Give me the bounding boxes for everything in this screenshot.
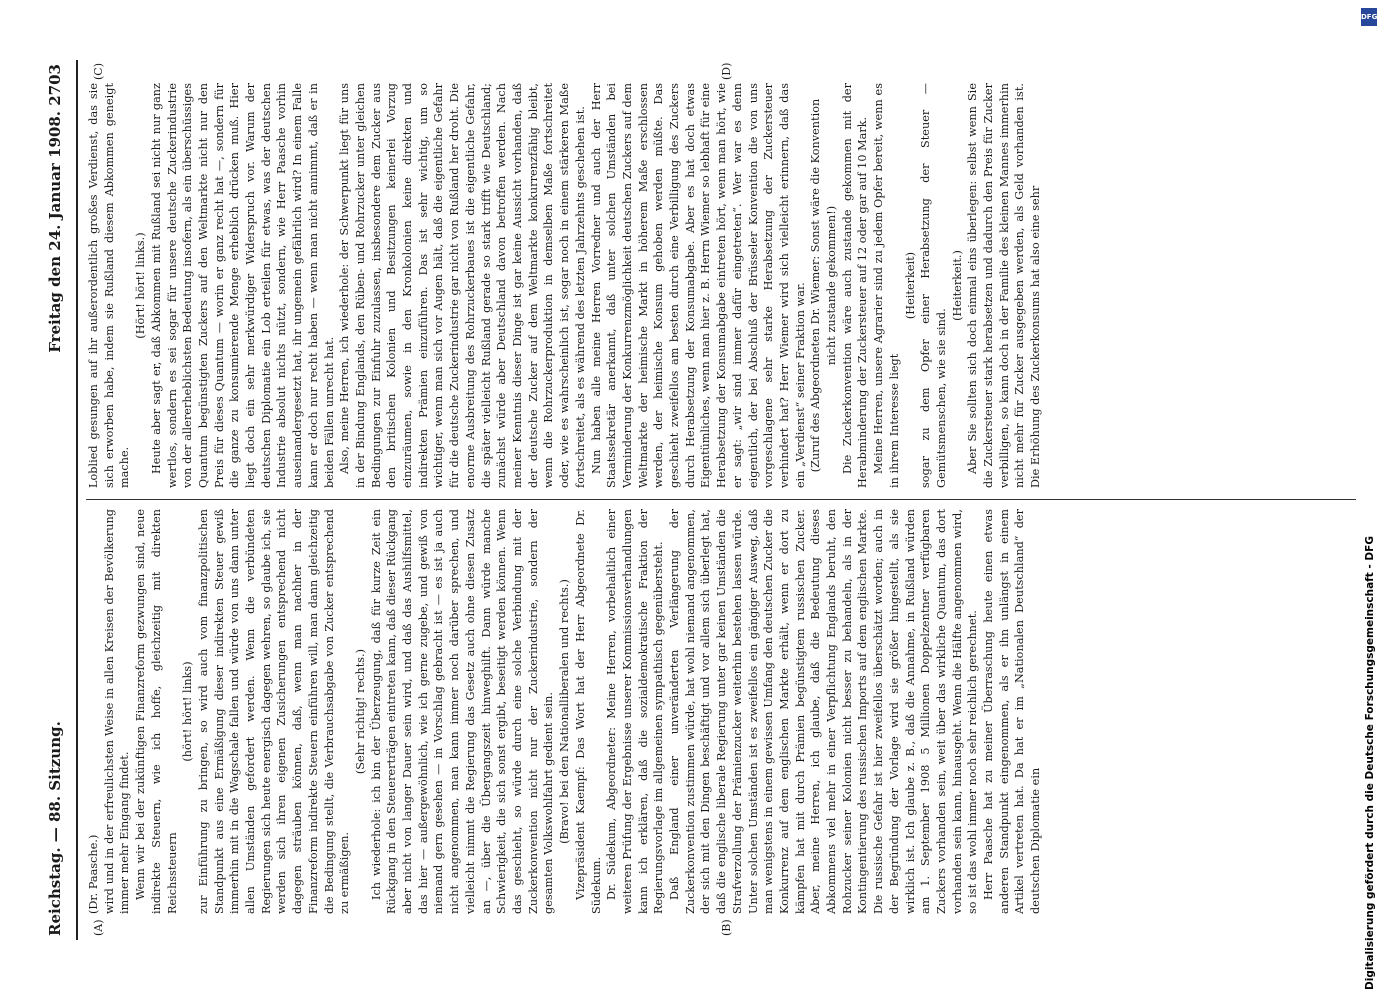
margin-letter-c: (C): [92, 63, 105, 80]
text-column-right: [86, 83, 1346, 488]
paragraph: Herr Paasche hat zu meiner Überraschung heute einen etwas anderen Standpunkt eingenommen, als er ihn unlängst in einem Artikel vertreten hat. Da hat er im „Nationalen Deutschland“ der deutschen Diplomatie ein: [982, 509, 1043, 914]
text-column-left: [86, 509, 1346, 914]
column-divider: [86, 499, 1356, 500]
paragraph: Daß England einer unveränderten Verlängerung der Zuckerkonvention zustimmen würde, hat wohl niemand angenommen, der sich mit den Dingen beschäftigt und vor allem sich überlegt hat, daß die englische liberale Regierung unter gar keinen Umständen die Strafverzollung der Prämienzucker weiterhin bestehen lassen würde. Unter solchen Umständen ist es zweifellos ein gängiger Ausweg, daß man wenigstens in einem gewissen Umfang den deutschen Zucker die Konkurrenz auf dem englischen Markte erhält, wenn er dort zu kämpfen hat mit durch Prämien begünstigtem russischen Zucker. Aber, meine Herren, ich glaube, daß die Bedeutung dieses Abkommens viel mehr in einer Verpflichtung Englands beruht, den Rohzucker seiner Kolonien nicht besser zu behandeln, als in der Kontingentierung des russischen Imports auf dem englischen Markte. Die russische Gefahr ist hier zweifellos überschätzt worden; auch in der Begründung der Vorlage wird sie größer hingestellt, als sie wirklich ist. Ich glaube z. B., daß die Annahme, in Rußland würden am 1. September 1908 5 Millionen Doppelzentner verfügbaren Zuckers vorhanden sein, weit über das wirkliche Quantum, das dort vorhanden sein kann, hinausgeht. Wenn die Hälfte angenommen wird, so ist das wohl immer noch sehr reichlich gerechnet.: [668, 509, 980, 914]
header-rule: [76, 60, 78, 940]
interjection: (Zuruf des Abgeordneten Dr. Wiemer: Sonst wäre die Konvention nicht zustande gekommen!): [809, 98, 839, 473]
paragraph: sogar zu dem Opfer einer Herabsetzung der Steuer — Gemütsmenschen, wie sie sind.: [919, 83, 948, 488]
margin-letter-a: (A): [92, 919, 105, 936]
speech-opening: Dr. Südekum, Abgeordneter: Meine Herren, vorbehaltlich einer weiteren Prüfung der Ergebnisse unserer Kommissionsverhandlungen kann ich erklären, daß die sozialdemokratische Fraktion der Regierungsvorlage im allgemeinen sympathisch gegenübersteht.: [605, 509, 666, 914]
paragraph: Loblied gesungen auf ihr außerordentlich großes Verdienst, das sie sich erworben habe, indem sie Rußland diesem Abkommen geneigt mache.: [87, 83, 132, 488]
paragraph: Aber Sie sollten sich doch einmal eins überlegen: selbst wenn Sie die Zuckersteuer stark herabsetzen und dadurch den Preis für Zucker verbilligen, so kann doch in der Familie des kleinen Mannes immerhin nicht mehr für Zucker ausgegeben werden, als Geld vorhanden ist. Die Erhöhung des Zuckerkonsums hat also eine sehr: [966, 83, 1043, 488]
speaker-continuation: (Dr. Paasche.): [87, 834, 100, 914]
paragraph: Die Zuckerkonvention wäre auch zustande gekommen mit der Herabminderung der Zuckersteuer auf 12 oder gar auf 10 Mark.: [840, 83, 870, 488]
paragraph: Nun haben alle meine Herren Vorredner und auch der Herr Staatssekretär anerkannt, daß unter solchen Umständen bei Verminderung der Konkurrenzmöglichkeit deutschen Zuckers auf dem Weltmarkte der heimische Markt in höherem Maße erschlossen werden, der heimische Konsum gehoben werden müßte. Das geschieht zweifellos am besten durch eine Verbilligung des Zuckers durch Herabsetzung der Konsumabgabe. Aber es hat doch etwas Eigentümliches, wenn man hier z. B. Herrn Wiemer so lebhaft für eine Herabsetzung der Konsumabgabe eintreten hört, wenn man hört, wie er sagt: „wir sind immer dafür eingetreten“. Wer war es denn eigentlich, der bei Abschluß der Brüsseler Konvention die von uns vorgeschlagene sehr starke Herabsetzung der Zuckersteuer verhindert hat? Herr Wiemer wird sich vielleicht erinnern, daß das ein „Verdienst“ seiner Fraktion war.: [589, 83, 807, 488]
interjection: (hört! hört! links): [181, 661, 195, 762]
interjection: (Bravo! bei den Nationalliberalen und rechts.): [558, 579, 572, 844]
speaker-announcement: Vizepräsident Kaempf: Das Wort hat der Herr Abgeordnete Dr. Südekum.: [573, 509, 603, 914]
paragraph: Also, meine Herren, ich wiederhole: der Schwerpunkt liegt für uns in der Bindung Englands, den Rüben- und Rohrzucker unter gleichen Bedingungen zur Einfuhr zuzulassen, insbesondere dem Zucker aus den britischen Kolonien und Besitzungen keinerlei Vorzug einzuräumen, sowie in den Kronkolonien keine direkten und indirekten Prämien einzuführen. Das ist sehr wichtig, um so wichtiger, wenn man sich vor Augen hält, daß die eigentliche Gefahr für die deutsche Zuckerindustrie gar nicht von Rußland her droht. Die enorme Ausbreitung des Rohrzuckerbaues ist die eigentliche Gefahr, die später vielleicht Rußland gerade so stark trifft wie Deutschland; zunächst würde aber Deutschland davon betroffen werden. Nach meiner Kenntnis dieser Dinge ist gar keine Aussicht vorhanden, daß der deutsche Zucker auf dem Weltmarkte konkurrenzfähig bleibt, wenn die Rohrzuckerproduktion in demselben Maße fortschreitet oder, wie es wahrscheinlich ist, sogar noch in einem stärkeren Maße fortschreitet, als es während des letzten Jahrzehnts geschehen ist.: [338, 83, 587, 488]
page-header: [46, 60, 72, 940]
digitization-credit: Digitalisierung gefördert durch die Deutsche Forschungsgemeinschaft - DFG: [1364, 536, 1376, 990]
paragraph: Heute aber sagt er, daß Abkommen mit Rußland sei nicht nur ganz wertlos, sondern es sei sogar für unsere deutsche Zuckerindustrie von der allererheblichsten Bedeutung insofern, als ein überschüssiges Quantum begünstigten Zuckers auf den Weltmarkte nicht nur den Preis für dieses Quantum — worin er ganz recht hat —, sondern für die ganze zu konsumierende Menge erheblich drücken muß. Hier liegt doch ein sehr merkwürdiger Widerspruch vor. Warum der deutschen Diplomatie ein Lob erteilen für etwas, was der deutschen Industrie absolut nichts nützt, sondern, wie Herr Paasche vorhin auseinandergesetzt hat, ihr ungemein gefährlich wird? In einem Falle kann er doch nur recht haben — wenn man nicht annimmt, daß er in beiden Fällen unrecht hat.: [149, 83, 336, 488]
interjection: (Sehr richtig! rechts.): [353, 648, 367, 775]
margin-letter-b: (B): [720, 919, 733, 936]
dfg-logo: DFG: [1361, 8, 1377, 26]
header-right: Freitag den 24. Januar 1908. 2703: [46, 64, 64, 353]
paragraph: zur Einführung zu bringen, so wird auch vom finanzpolitischen Standpunkt aus eine Ermäßigung dieser indirekten Steuer gewiß immerhin mit in die Wagschale fallen und würde von uns dann unter allen Umständen gefordert werden. Wenn die verbündeten Regierungen sich heute energisch dagegen wehren, so glaube ich, sie werden sich ihren eigenen Zusicherungen entsprechend nicht dagegen sträuben können, daß, wenn man nachher in der Finanzreform indirekte Steuern einführen will, man dann gleichzeitig die Bedingung stellt, die Verbrauchsabgabe von Zucker entsprechend zu ermäßigen.: [196, 509, 352, 914]
paragraph: Wenn wir bei der zukünftigen Finanzreform gezwungen sind, neue indirekte Steuern, wie ich hoffe, gleichzeitig mit direkten Reichssteuern: [134, 509, 179, 914]
paragraph: wird und in der erfreulichsten Weise in allen Kreisen der Bevölkerung immer mehr Eingang findet.: [102, 509, 132, 914]
interjection: (Hört! hört! links.): [134, 232, 148, 339]
interjection: (Heiterkeit.): [950, 250, 964, 321]
header-left: Reichstag. — 88. Sitzung.: [46, 721, 64, 936]
paragraph: Ich wiederhole: ich bin der Überzeugung, daß für kurze Zeit ein Rückgang in den Steuererträgen eintreten kann, daß dieser Rückgang aber nicht von langer Dauer sein wird, und daß das Aushilfsmittel, das hier — außergewöhnlich, wie ich gerne zugebe, und gewiß von niemand gern gesehen — in Vorschlag gebracht ist — es ist ja auch nicht angenommen, man kann immer noch darüber sprechen, und vielleicht nimmt die Regierung das Gesetz auch ohne diesen Zusatz an —, über die Übergangszeit hinweghilft. Dann würde manche Schwierigkeit, die sich sonst ergibt, beseitigt werden können. Wenn das geschieht, so würde durch eine solche Verbindung mit der Zuckerkonvention nicht nur der Zuckerindustrie, sondern der gesamten Volkswohlfahrt gedient sein.: [369, 509, 556, 914]
interjection: (Heiterkeit): [903, 251, 917, 320]
margin-letter-d: (D): [720, 62, 733, 80]
paragraph: Meine Herren, unsere Agrarier sind zu jedem Opfer bereit, wenn es in ihrem Interesse liegt: [872, 83, 901, 488]
